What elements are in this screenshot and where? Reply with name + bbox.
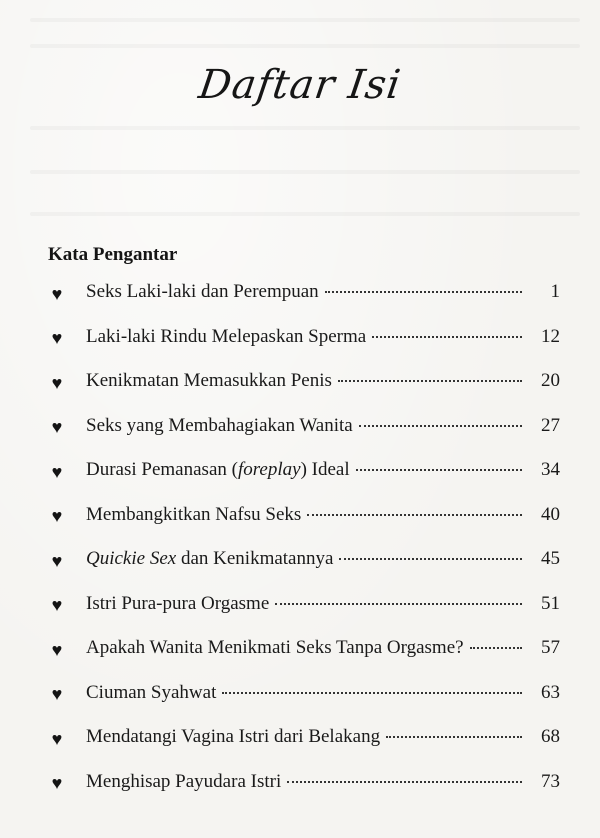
toc-entry <box>48 671 560 716</box>
toc-page-number: 20 <box>541 370 560 392</box>
toc-entry-title <box>86 281 319 303</box>
toc-page-number: 40 <box>541 503 560 525</box>
toc-entry-title-text: Membangkitkan Nafsu Seks <box>86 503 302 525</box>
toc-page-number: 51 <box>541 592 560 614</box>
dot-leader <box>386 736 522 738</box>
dot-leader <box>372 336 522 338</box>
toc-entry <box>48 493 560 538</box>
toc-entry-title-text: Laki-laki Rindu Melepaskan Sperma <box>86 325 367 347</box>
toc-entry-line <box>86 682 528 704</box>
toc-page-number: 34 <box>541 459 560 481</box>
toc-entry-line <box>86 415 528 437</box>
toc-entry-line <box>86 370 528 392</box>
section-heading: Kata Pengantar <box>48 244 178 265</box>
heart-icon: ♥ <box>51 417 63 438</box>
heart-icon: ♥ <box>51 372 63 393</box>
dot-leader <box>338 380 522 382</box>
toc-entry-title-suffix: ) Ideal <box>300 459 350 481</box>
dot-leader <box>307 514 522 516</box>
show-through-line <box>30 170 580 174</box>
dot-leader <box>325 291 522 293</box>
toc-entry <box>48 270 560 315</box>
toc-entry <box>48 359 560 404</box>
toc-entry <box>48 760 560 805</box>
heart-icon: ♥ <box>51 639 63 660</box>
dot-leader <box>470 647 522 649</box>
toc-page-number: 45 <box>541 548 560 570</box>
toc-page-number: 73 <box>541 770 560 792</box>
toc-page-number: 27 <box>541 414 560 436</box>
toc-entry-line <box>86 771 528 793</box>
heart-icon: ♥ <box>51 283 63 304</box>
dot-leader <box>356 469 522 471</box>
toc-entry-title-text: Ciuman Syahwat <box>86 681 217 703</box>
toc-entry-title <box>86 548 333 570</box>
heart-icon: ♥ <box>51 684 63 705</box>
heart-icon: ♥ <box>51 506 63 527</box>
dot-leader <box>222 692 522 694</box>
toc-entry-title-text: Apakah Wanita Menikmati Seks Tanpa Orgasme? <box>86 637 464 659</box>
toc-entry-title <box>86 459 350 481</box>
heart-icon: ♥ <box>51 550 63 571</box>
toc-entry-line <box>86 281 528 303</box>
toc-entry-line <box>86 459 528 481</box>
heart-icon: ♥ <box>51 595 63 616</box>
toc-entry-title-text: Seks Laki-laki dan Perempuan <box>86 281 319 303</box>
toc-entry <box>48 715 560 760</box>
toc-entry <box>48 626 560 671</box>
dot-leader <box>339 558 522 560</box>
show-through-line <box>30 44 580 48</box>
toc-entry-title-text: Durasi Pemanasan ( <box>86 459 238 481</box>
toc-entry-title <box>86 504 301 526</box>
heart-icon: ♥ <box>51 461 63 482</box>
toc-entry-title-text: Mendatangi Vagina Istri dari Belakang <box>86 726 381 748</box>
toc-entry-title-text: Istri Pura-pura Orgasme <box>86 592 270 614</box>
toc-page-number: 1 <box>550 281 560 303</box>
toc-entry <box>48 404 560 449</box>
show-through-line <box>30 18 580 22</box>
dot-leader <box>359 425 522 427</box>
toc-entry-title <box>86 637 464 659</box>
toc-entry-line <box>86 326 528 348</box>
toc-page-number: 12 <box>541 325 560 347</box>
toc-entry-title-suffix: dan Kenikmatannya <box>176 548 334 570</box>
toc-entry-line <box>86 548 528 570</box>
heart-icon: ♥ <box>51 728 63 749</box>
toc-page-number: 57 <box>541 637 560 659</box>
toc-entry-line <box>86 637 528 659</box>
toc-entry-title <box>86 326 366 348</box>
table-of-contents <box>48 270 560 804</box>
toc-entry-line <box>86 504 528 526</box>
toc-page-number: 63 <box>541 681 560 703</box>
toc-entry-title <box>86 682 216 704</box>
toc-entry-title-text: Menghisap Payudara Istri <box>86 770 282 792</box>
toc-entry-title-italic: foreplay <box>237 459 301 481</box>
toc-entry <box>48 315 560 360</box>
toc-entry-title <box>86 771 281 793</box>
heart-icon: ♥ <box>51 328 63 349</box>
toc-entry <box>48 582 560 627</box>
toc-entry-title <box>86 415 353 437</box>
dot-leader <box>287 781 522 783</box>
show-through-line <box>30 126 580 130</box>
toc-entry-title-text: Seks yang Membahagiakan Wanita <box>86 414 353 436</box>
heart-icon: ♥ <box>51 773 63 794</box>
show-through-line <box>30 212 580 216</box>
toc-entry-title <box>86 726 380 748</box>
toc-entry <box>48 448 560 493</box>
toc-entry <box>48 537 560 582</box>
toc-entry-title-italic: Quickie Sex <box>86 548 177 570</box>
toc-entry-title <box>86 593 269 615</box>
toc-page-number: 68 <box>541 726 560 748</box>
page-title: Daftar Isi <box>195 62 405 108</box>
toc-entry-title-text: Kenikmatan Memasukkan Penis <box>86 370 332 392</box>
toc-entry-line <box>86 593 528 615</box>
toc-entry-title <box>86 370 332 392</box>
dot-leader <box>275 603 522 605</box>
toc-entry-line <box>86 726 528 748</box>
